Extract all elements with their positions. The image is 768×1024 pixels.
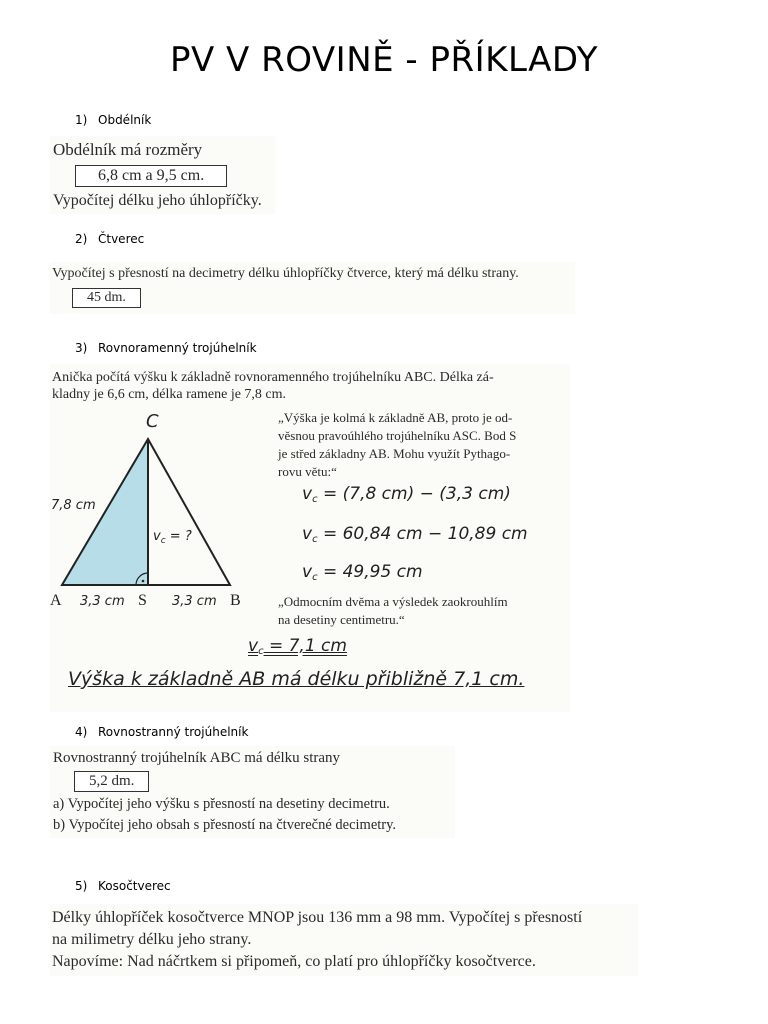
equation-1: $v_c = (7,8$ cm) − (3,3 cm) [302,484,511,505]
given-value-box: 45 dm. [72,288,141,308]
given-value-box: 6,8 cm a 9,5 cm. [75,165,227,187]
problem-text: Napovíme: Nad náčrtkem si připomeň, co platí pro úhlopříčky kosočtverce. [52,953,536,970]
section-title: Kosočtverec [98,879,171,893]
section-2-heading [75,232,144,246]
vertex-c-label: C [146,411,159,432]
conclusion-text: Výška k základně AB má délku přibližně 7,1 cm. [68,668,525,690]
quote-text: věsnou pravoúhlého trojúhelníku ASC. Bod S [278,428,517,443]
triangle-figure [50,404,280,639]
problem-3-scan [50,364,570,712]
right-angle-dot [142,580,145,583]
section-title: Obdélník [98,113,152,127]
section-title: Rovnostranný trojúhelník [98,725,249,739]
problem-text: Obdélník má rozměry [53,140,203,159]
section-title: Čtverec [98,232,145,246]
quote-text: na desetiny centimetru.“ [278,612,405,627]
section-1-heading [75,113,151,127]
result-equation: $v_c = 7,1$ cm [248,636,347,657]
problem-text: Rovnostranný trojúhelník ABC má délku strany [53,750,341,766]
quote-text: „Výška je kolmá k základně AB, proto je od- [278,410,513,425]
page-title: PV V ROVINĚ - PŘÍKLADY [169,40,599,80]
section-number: 4) [75,725,88,739]
problem-text: na milimetry délku jeho strany. [52,931,252,948]
problem-text: a) Vypočítej jeho výšku s přesností na desetiny decimetru. [53,796,390,812]
base-right-label: 3,3 cm [172,594,217,609]
section-number: 1) [75,113,88,127]
problem-text: Vypočítej délku jeho úhlopříčky. [53,192,262,209]
problem-4-scan [50,746,455,838]
quote-text: rovu větu:“ [278,464,337,479]
section-number: 5) [75,879,88,893]
section-4-heading [75,725,248,739]
section-number: 2) [75,232,88,246]
equation-3: $v_c = 49,95$ cm [302,562,423,583]
problem-1-scan [50,136,275,214]
section-title: Rovnoramenný trojúhelník [98,341,257,355]
base-left-label: 3,3 cm [80,594,125,609]
height-label: $v_c$ = ? [153,529,192,546]
equation-2: $v_c = 60,84$ cm − 10,89 cm [302,524,528,545]
quote-text: je střed základny AB. Mohu využít Pythago- [278,446,511,461]
section-3-heading [75,341,257,355]
given-value-box: 5,2 dm. [74,771,149,792]
problem-text: b) Vypočítej jeho obsah s přesností na čtverečné decimetry. [53,817,397,833]
vertex-b-label: B [230,592,241,609]
section-number: 3) [75,341,88,355]
problem-2-scan [50,262,575,314]
problem-5-scan [50,904,638,976]
problem-text: kladny je 6,6 cm, délka ramene je 7,8 cm. [52,387,287,402]
problem-text: Anička počítá výšku k základně rovnoramenného trojúhelníku ABC. Délka zá- [52,370,494,385]
vertex-s-label: S [138,592,147,609]
side-length-label: 7,8 cm [51,498,96,513]
vertex-a-label: A [50,592,62,609]
quote-text: „Odmocním dvěma a výsledek zaokrouhlím [278,594,508,609]
problem-text: Délky úhlopříček kosočtverce MNOP jsou 136 mm a 98 mm. Vypočítej s přesností [52,909,583,926]
problem-text: Vypočítej s přesností na decimetry délku úhlopříčky čtverce, který má délku strany. [52,266,519,281]
section-5-heading [75,879,171,893]
